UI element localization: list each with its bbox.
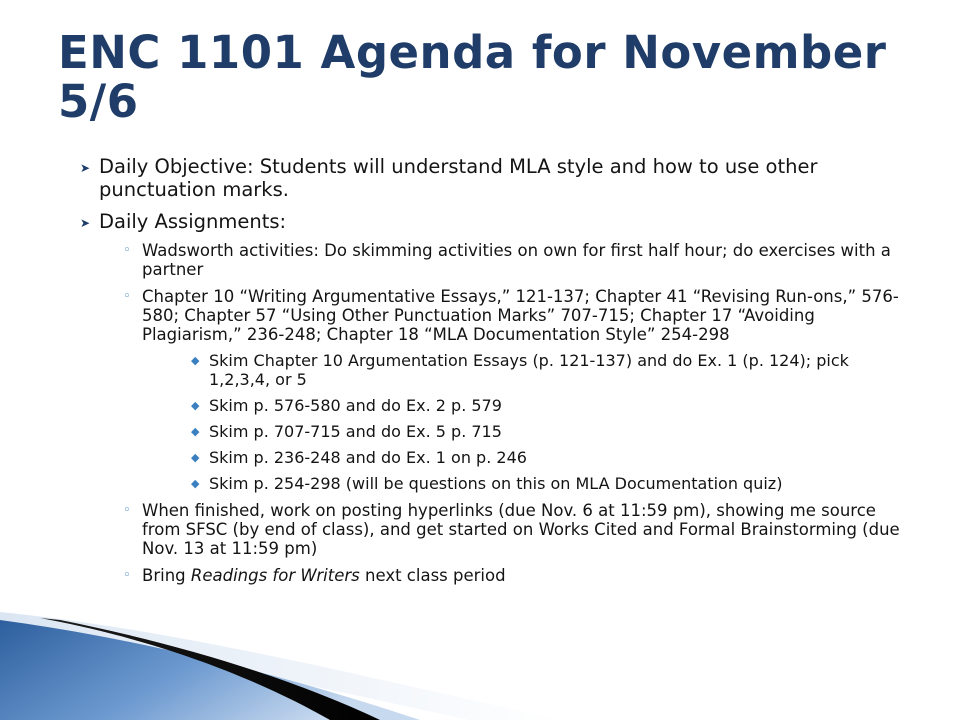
skim-item-text: Skim p. 576-580 and do Ex. 2 p. 579 [209,396,502,415]
sub-bullet-chapters [123,287,900,493]
skim-item-text: Skim Chapter 10 Argumentation Essays (p. 121-137) and do Ex. 1 (p. 124); pick 1,2,3,4, or 5 [209,351,849,389]
sub-bullet-text: When finished, work on posting hyperlinks (due Nov. 6 at 11:59 pm), showing me source from SFSC (by end of class), and get started on Works Cited and Formal Brainstorming (due Nov. 13 at 11:59 pm) [142,501,900,558]
sub-bullet-prefix: Bring [142,566,191,585]
sub-bullet-text: Chapter 10 “Writing Argumentative Essays,” 121-137; Chapter 41 “Revising Run-ons,” 576-580; Chapter 57 “Using Other Punctuation Marks” 707-715; Chapter 17 “Avoiding Plagiarism,” 236-248; Chapter 18 “MLA Documentation Style” 254-298 [142,287,899,344]
dot-bullet-icon: ◆ [191,425,200,438]
dot-bullet-icon: ◆ [191,399,200,412]
dot-bullet-icon: ◆ [191,451,200,464]
skim-item-text: Skim p. 707-715 and do Ex. 5 p. 715 [209,422,502,441]
dot-bullet-icon: ◆ [191,354,200,367]
bullet-daily-assignments [80,210,900,585]
skim-item-text: Skim p. 236-248 and do Ex. 1 on p. 246 [209,448,527,467]
bullet-text: Daily Assignments: [99,210,287,233]
ring-bullet-icon: ◦ [123,503,131,518]
skim-list [142,351,900,493]
sub-bullet-bring-readings [123,566,900,585]
ring-bullet-icon: ◦ [123,243,131,258]
arrow-bullet-icon: ➤ [80,216,91,230]
sub-bullet-wadsworth [123,241,900,279]
skim-item [190,448,900,467]
sub-bullet-when-finished [123,501,900,558]
sub-bullet-text: Wadsworth activities: Do skimming activities on own for first half hour; do exercises with a partner [142,241,891,279]
arrow-bullet-icon: ➤ [80,161,91,175]
bullet-text: Daily Objective: Students will understand MLA style and how to use other punctuation marks. [99,155,818,201]
dot-bullet-icon: ◆ [191,477,200,490]
skim-item [190,422,900,441]
skim-item [190,396,900,415]
sub-bullet-suffix: next class period [359,566,506,585]
skim-item [190,351,900,389]
skim-item-text: Skim p. 254-298 (will be questions on this on MLA Documentation quiz) [209,474,783,493]
skim-item [190,474,900,493]
slide-title: ENC 1101 Agenda for November 5/6 [58,26,887,128]
ring-bullet-icon: ◦ [123,289,131,304]
swoosh-blue-band [0,620,420,720]
bullet-list [80,155,900,594]
bullet-daily-objective [80,155,900,201]
book-title: Readings for Writers [190,566,360,585]
ring-bullet-icon: ◦ [123,568,131,583]
